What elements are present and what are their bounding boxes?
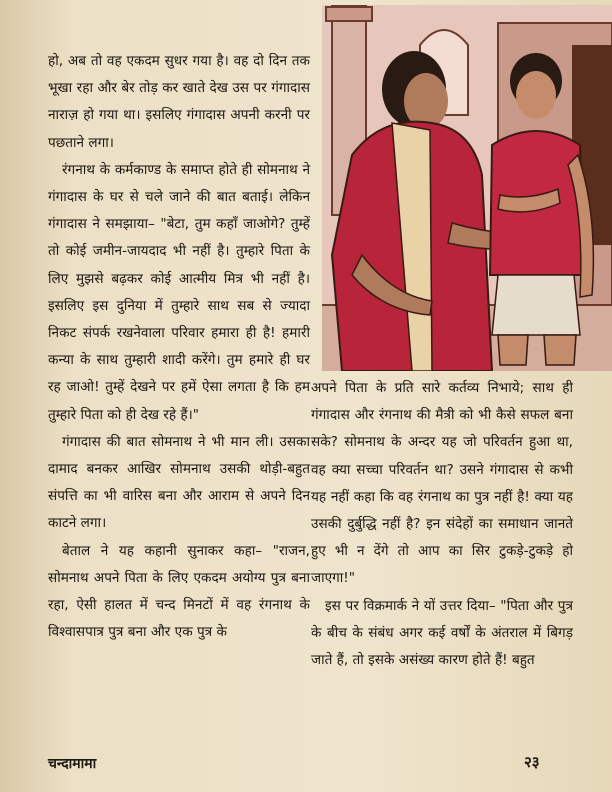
left-text-column [48,48,310,646]
page-number: २३ [524,753,540,771]
paragraph: हो, अब तो वह एकदम सुधर गया है। वह दो दिन तक भूखा रहा और बेर तोड़ कर खाते देख उस पर गंगादास नाराज़ हो गया था। इसलिए गंगादास अपनी करनी पर पछताने लगा। [48,53,310,151]
paragraph: अपने पिता के प्रति सारे कर्तव्य निभाये; साथ ही गंगादास और रंगनाथ की मैत्री को भी कैसे सफल बना सके? सोमनाथ के अन्दर यह जो परिवर्तन हुआ था, वह क्या सच्चा परिवर्तन था? उसने गंगादास से कभी यह नहीं कहा कि वह रंगनाथ का पुत्र नहीं है! क्या यह उसकी दुर्बुद्धि नहीं है? इन संदेहों का समाधान जानते हुए भी न देंगे तो आप का सिर टुकड़े-टुकड़े हो जाएगा!" [311,380,573,587]
paragraph: बेताल ने यह कहानी सुनाकर कहा– "राजन, सोमनाथ अपने पिता के लिए एकदम अयोग्य पुत्र बना रहा, ऐसी हालत में चन्द मिनटों में वह रंगनाथ के विश्वासपात्र पुत्र बना और एक पुत्र के [48,542,310,641]
story-illustration [322,5,612,371]
magazine-name: चन्दामामा [48,756,97,772]
right-text-column [311,375,573,674]
paragraph: गंगादास की बात सोमनाथ ने भी मान ली। उसका दामाद बनकर आखिर सोमनाथ उसकी थोड़ी-बहुत संपत्ति का भी वारिस बना और आराम से अपने दिन काटने लगा। [48,433,310,532]
paragraph: इस पर विक्रमार्क ने यों उत्तर दिया– "पिता और पुत्र के बीच के संबंध अगर कई वर्षों के अंतराल में बिगड़ जाते हैं, तो इसके असंख्य कारण होते हैं! बहुत [311,597,573,669]
paragraph: रंगनाथ के कर्मकाण्ड के समाप्त होते ही सोमनाथ ने गंगादास के घर से चले जाने की बात बताई। लेकिन गंगादास ने समझाया– "बेटा, तुम कहाँ जाओगे? तुम्हें तो कोई जमीन-जायदाद भी नहीं है। तुम्हारे पिता के लिए मुझसे बढ़कर कोई आत्मीय मित्र भी नहीं है। इसलिए इस दुनिया में तुम्हारे साथ सब से ज्यादा निकट संपर्क रखनेवाला परिवार हमारा ही है! हमारी कन्या के साथ तुम्हारी शादी करेंगे। तुम हमारे ही घर रह जाओ! तुम्हें देखने पर हमें ऐसा लगता है कि हम तुम्हारे पिता को ही देख रहे हैं।" [48,161,310,423]
